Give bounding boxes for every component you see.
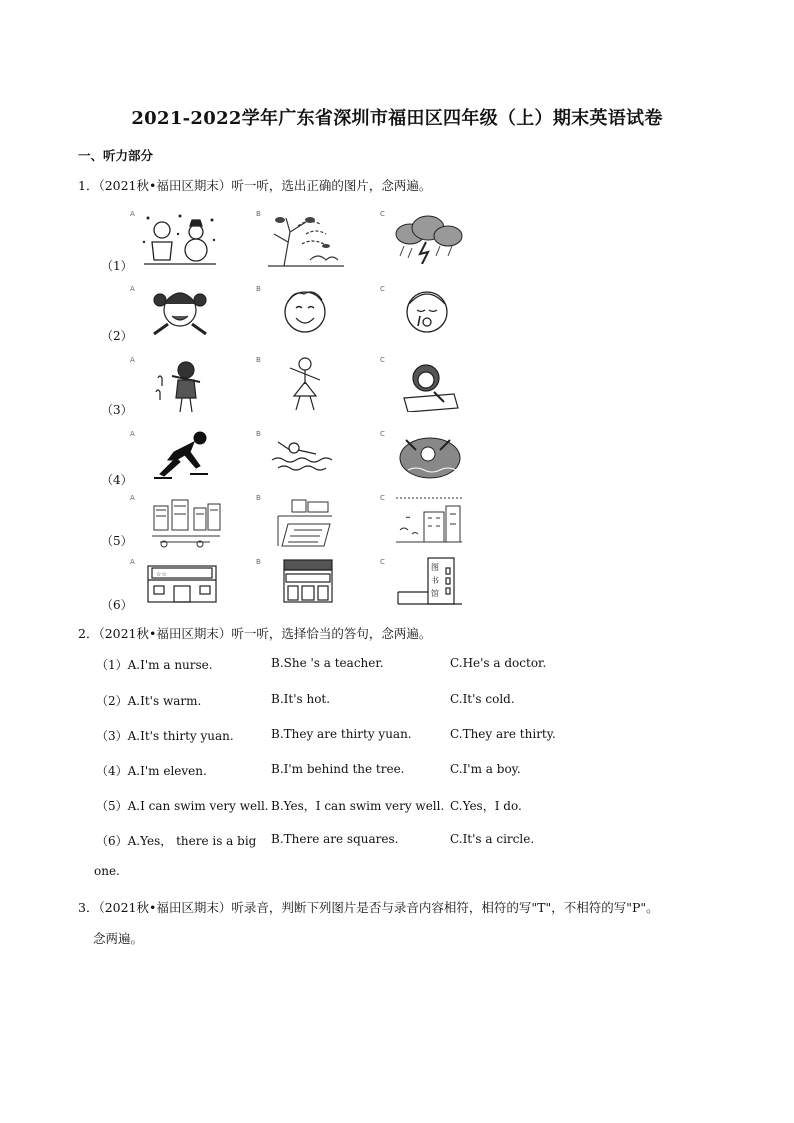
q2-option-c: C.He's a doctor. bbox=[450, 656, 547, 670]
windy-tree-icon bbox=[266, 212, 346, 268]
option-letter: C bbox=[380, 430, 385, 438]
smiling-boy-icon bbox=[278, 286, 332, 336]
snowman-with-girl-icon bbox=[140, 212, 220, 268]
q1-row-number: （5） bbox=[101, 534, 133, 548]
svg-text:图: 图 bbox=[431, 563, 439, 572]
option-letter: A bbox=[130, 494, 135, 502]
q2-option-a: （4）A.I'm eleven. bbox=[96, 764, 207, 778]
q2-option-a: （2）A.It's warm. bbox=[96, 694, 202, 708]
option-letter: B bbox=[256, 558, 261, 566]
option-letter: B bbox=[256, 356, 261, 364]
q2-option-a: （3）A.It's thirty yuan. bbox=[96, 729, 234, 743]
q2-option-b: B.I'm behind the tree. bbox=[271, 762, 405, 776]
option-letter: A bbox=[130, 558, 135, 566]
laughing-girl-icon bbox=[150, 286, 210, 338]
q1-row-number: （3） bbox=[101, 403, 133, 417]
q2-option-a: （5）A.I can swim very well. bbox=[96, 799, 269, 813]
option-letter: A bbox=[130, 356, 135, 364]
option-letter: A bbox=[130, 430, 135, 438]
library-building-icon bbox=[396, 554, 464, 606]
page-title: 2021-2022学年广东省深圳市福田区四年级（上）期末英语试卷 bbox=[131, 108, 663, 129]
option-letter: C bbox=[380, 210, 385, 218]
q1-row-number: （2） bbox=[101, 329, 133, 343]
q2-option-b: B.It's hot. bbox=[271, 692, 331, 706]
q2-option-b: B.There are squares. bbox=[271, 832, 399, 846]
svg-text:☆☆: ☆☆ bbox=[156, 571, 167, 578]
girl-drawing-icon bbox=[398, 358, 460, 412]
q2-option-c: C.They are thirty. bbox=[450, 727, 556, 741]
option-letter: C bbox=[380, 285, 385, 293]
restaurant-building-icon bbox=[280, 556, 336, 604]
speed-skater-icon bbox=[150, 430, 216, 482]
crying-face-icon bbox=[400, 286, 454, 338]
storm-cloud-icon bbox=[390, 212, 466, 264]
swimming-in-water-icon bbox=[398, 430, 462, 480]
girl-dancing-icon bbox=[280, 354, 330, 414]
street-scene-icon bbox=[150, 496, 222, 548]
q2-option-a: （1）A.I'm a nurse. bbox=[96, 658, 213, 672]
q1-row-number: （1） bbox=[101, 259, 133, 273]
option-letter: B bbox=[256, 430, 261, 438]
supermarket-building-icon bbox=[146, 560, 218, 604]
question-2-stem: 2．（2021秋•福田区期末）听一听，选择恰当的答句，念两遍。 bbox=[78, 626, 432, 641]
svg-text:馆: 馆 bbox=[431, 589, 439, 598]
q1-row-number: （6） bbox=[101, 598, 133, 612]
q2-option-b: B.Yes，I can swim very well. bbox=[271, 799, 445, 813]
q2-option-a-wrap: one. bbox=[94, 864, 120, 878]
option-letter: A bbox=[130, 210, 135, 218]
q1-row-number: （4） bbox=[101, 473, 133, 487]
option-letter: B bbox=[256, 285, 261, 293]
question-3-stem-cont: 念两遍。 bbox=[93, 931, 144, 946]
section-heading: 一、听力部分 bbox=[78, 148, 154, 163]
option-letter: C bbox=[380, 558, 385, 566]
option-letter: B bbox=[256, 494, 261, 502]
question-3-stem: 3．（2021秋•福田区期末）听录音，判断下列图片是否与录音内容相符，相符的写"T"，不相符的写"P"。 bbox=[78, 900, 659, 915]
option-letter: B bbox=[256, 210, 261, 218]
school-hall-icon bbox=[274, 496, 336, 548]
option-letter: C bbox=[380, 494, 385, 502]
q2-option-c: C.It's cold. bbox=[450, 692, 515, 706]
q2-option-b: B.She 's a teacher. bbox=[271, 656, 384, 670]
q2-option-c: C.I'm a boy. bbox=[450, 762, 521, 776]
question-1-stem: 1．（2021秋•福田区期末）听一听，选出正确的图片，念两遍。 bbox=[78, 178, 432, 193]
q2-option-b: B.They are thirty yuan. bbox=[271, 727, 412, 741]
girl-playing-flute-icon bbox=[152, 358, 212, 414]
svg-text:书: 书 bbox=[431, 576, 439, 585]
q2-option-c: C.It's a circle. bbox=[450, 832, 535, 846]
town-buildings-icon bbox=[394, 494, 464, 546]
option-letter: C bbox=[380, 356, 385, 364]
option-letter: A bbox=[130, 285, 135, 293]
q2-option-a: （6）A.Yes， there is a big bbox=[96, 834, 257, 848]
q2-option-c: C.Yes，I do. bbox=[450, 799, 522, 813]
swimmer-icon bbox=[270, 434, 336, 478]
